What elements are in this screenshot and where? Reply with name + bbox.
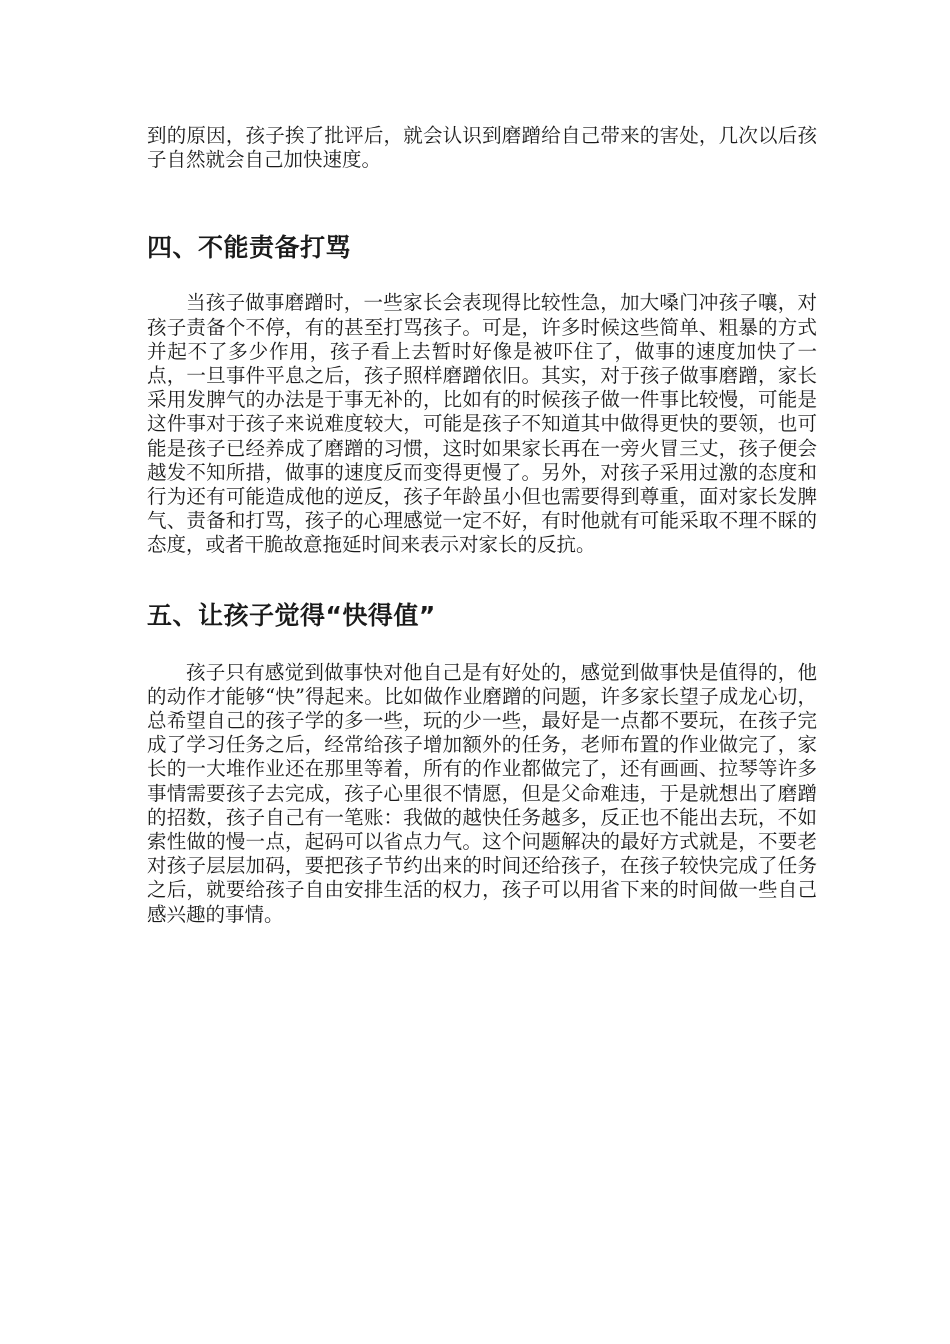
intro-paragraph: 到的原因，孩子挨了批评后，就会认识到磨蹭给自己带来的害处，几次以后孩子自然就会自己加快速度。 [147,124,817,172]
section-paragraph-4: 当孩子做事磨蹭时，一些家长会表现得比较性急，加大嗓门冲孩子嚷，对孩子责备个不停，有的甚至打骂孩子。可是，许多时候这些简单、粗暴的方式并起不了多少作用，孩子看上去暂时好像是被吓住了，做事的速度加快了一点，一旦事件平息之后，孩子照样磨蹭依旧。其实，对于孩子做事磨蹭，家长采用发脾气的办法是于事无补的，比如有的时候孩子做一件事比较慢，可能是这件事对于孩子来说难度较大，可能是孩子不知道其中做得更快的要领，也可能是孩子已经养成了磨蹭的习惯，这时如果家长再在一旁火冒三丈，孩子便会越发不知所措，做事的速度反而变得更慢了。另外，对孩子采用过激的态度和行为还有可能造成他的逆反，孩子年龄虽小但也需要得到尊重，面对家长发脾气、责备和打骂，孩子的心理感觉一定不好，有时他就有可能采取不理不睬的态度，或者干脆故意拖延时间来表示对家长的反抗。 [147,291,817,557]
section-heading-5: 五、让孩子觉得“快得值” [147,600,436,630]
section-paragraph-5: 孩子只有感觉到做事快对他自己是有好处的，感觉到做事快是值得的，他的动作才能够“快”得起来。比如做作业磨蹭的问题，许多家长望子成龙心切，总希望自己的孩子学的多一些，玩的少一些，最好是一点都不要玩，在孩子完成了学习任务之后，经常给孩子增加额外的任务，老师布置的作业做完了，家长的一大堆作业还在那里等着，所有的作业都做完了，还有画画、拉琴等许多事情需要孩子去完成，孩子心里很不情愿，但是父命难违，于是就想出了磨蹭的招数，孩子自己有一笔账：我做的越快任务越多，反正也不能出去玩，不如索性做的慢一点，起码可以省点力气。这个问题解决的最好方式就是，不要老对孩子层层加码，要把孩子节约出来的时间还给孩子，在孩子较快完成了任务之后，就要给孩子自由安排生活的权力，孩子可以用省下来的时间做一些自己感兴趣的事情。 [147,660,817,926]
document-page [147,124,817,927]
section-heading-4: 四、不能责备打骂 [147,233,352,263]
